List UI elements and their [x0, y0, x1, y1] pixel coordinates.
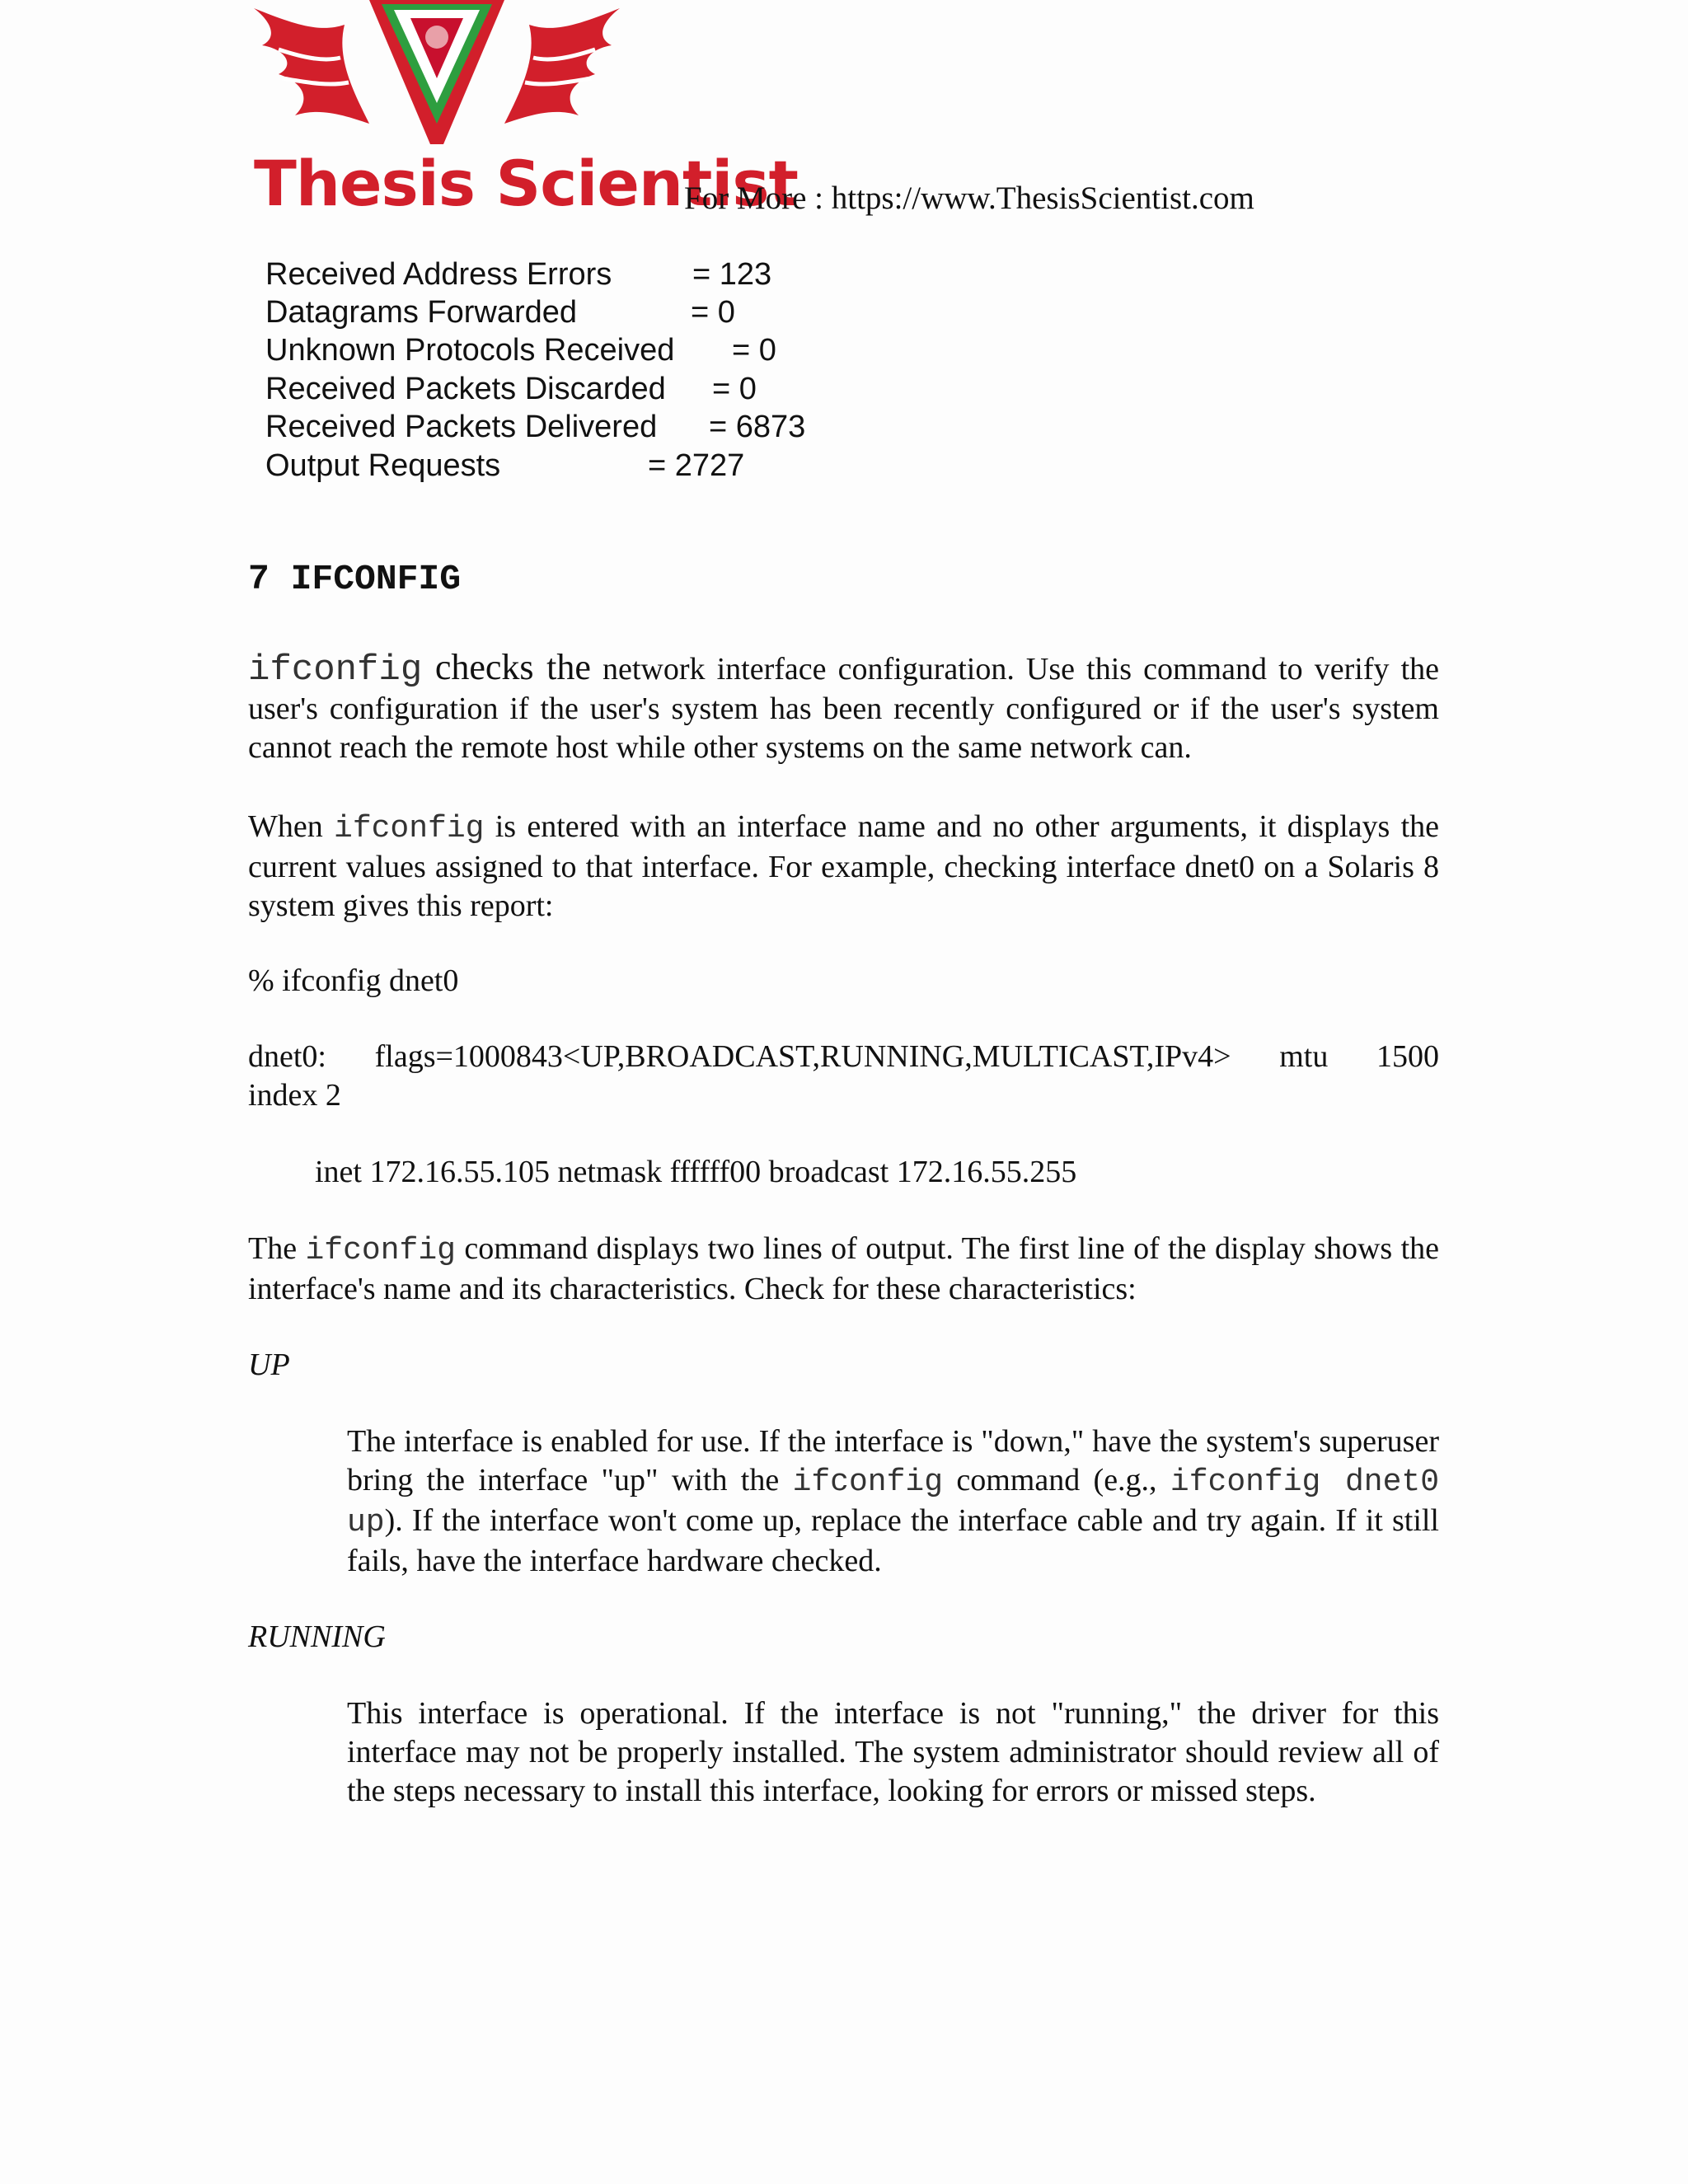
- paragraph-text: The interface is enabled for use. If the interface is "down," have the system's superuser bring the interface "up" with the: [347, 1424, 1439, 1497]
- paragraph-text: ). If the interface won't come up, replace the interface cable and try again. If it still fails, have the interface hardware checked.: [347, 1503, 1439, 1578]
- term-running: RUNNING: [248, 1619, 386, 1654]
- code-ifconfig: ifconfig: [248, 649, 423, 691]
- paragraph-text: is entered with an interface name and no other arguments, it displays the current values assigned to that interface. For example, checking interface dnet0 on a Solaris 8 system gives this report:: [248, 809, 1439, 923]
- stat-value: = 2727: [648, 448, 745, 483]
- stat-label: Received Packets Discarded: [265, 372, 666, 406]
- usage-paragraph: [248, 808, 1439, 926]
- output-line: index 2: [248, 1078, 341, 1113]
- output-line: inet 172.16.55.105 netmask ffffff00 broadcast 172.16.55.255: [315, 1155, 1077, 1189]
- paragraph-text: When: [248, 809, 335, 844]
- stat-value: = 123: [692, 257, 772, 292]
- stat-label: Output Requests: [265, 448, 501, 483]
- stat-label: Received Packets Delivered: [265, 410, 658, 444]
- code-ifconfig: ifconfig: [792, 1465, 944, 1500]
- stat-value: = 6873: [709, 410, 806, 444]
- code-ifconfig: ifconfig: [305, 1233, 456, 1268]
- paragraph-text: command (e.g.,: [943, 1463, 1170, 1497]
- paragraph-text: command displays two lines of output. The first line of the display shows the interface's name and its characteristics. Check for these characteristics:: [248, 1231, 1440, 1306]
- term-up: UP: [248, 1347, 290, 1382]
- stat-value: = 0: [732, 333, 776, 368]
- checks-text: checks the: [422, 647, 591, 687]
- running-description: This interface is operational. If the interface is not "running," the driver for this interface may not be properly installed. The system administrator should review all of the steps necessary to install this interface, looking for errors or missed steps.: [347, 1696, 1439, 1808]
- paragraph-text: The: [248, 1231, 306, 1266]
- up-description: [347, 1422, 1439, 1581]
- command-line: % ifconfig dnet0: [248, 963, 459, 998]
- code-ifconfig: ifconfig: [334, 811, 485, 846]
- intro-paragraph: [248, 648, 1439, 767]
- output-paragraph: [248, 1230, 1439, 1309]
- output-line: dnet0: flags=1000843<UP,BROADCAST,RUNNING,MULTICAST,IPv4> mtu 1500: [248, 1039, 1439, 1074]
- stat-label: Unknown Protocols Received: [265, 333, 675, 368]
- paragraph-text: network interface configuration. Use this command to verify the user's configuration if the user's system has been recently configured or if the user's system cannot reach the remote host while other systems on the same network can.: [248, 652, 1439, 765]
- stat-value: = 0: [691, 295, 735, 330]
- stat-value: = 0: [712, 372, 757, 406]
- section-heading: 7 IFCONFIG: [248, 559, 462, 599]
- code-ifconfig-up: ifconfig dnet0 up: [347, 1465, 1439, 1540]
- stat-label: Received Address Errors: [265, 257, 612, 292]
- stat-label: Datagrams Forwarded: [265, 295, 578, 330]
- for-more-link[interactable]: For More : https://www.ThesisScientist.com: [684, 180, 1254, 216]
- logo-wordmark: Thesis Scientist: [254, 147, 798, 220]
